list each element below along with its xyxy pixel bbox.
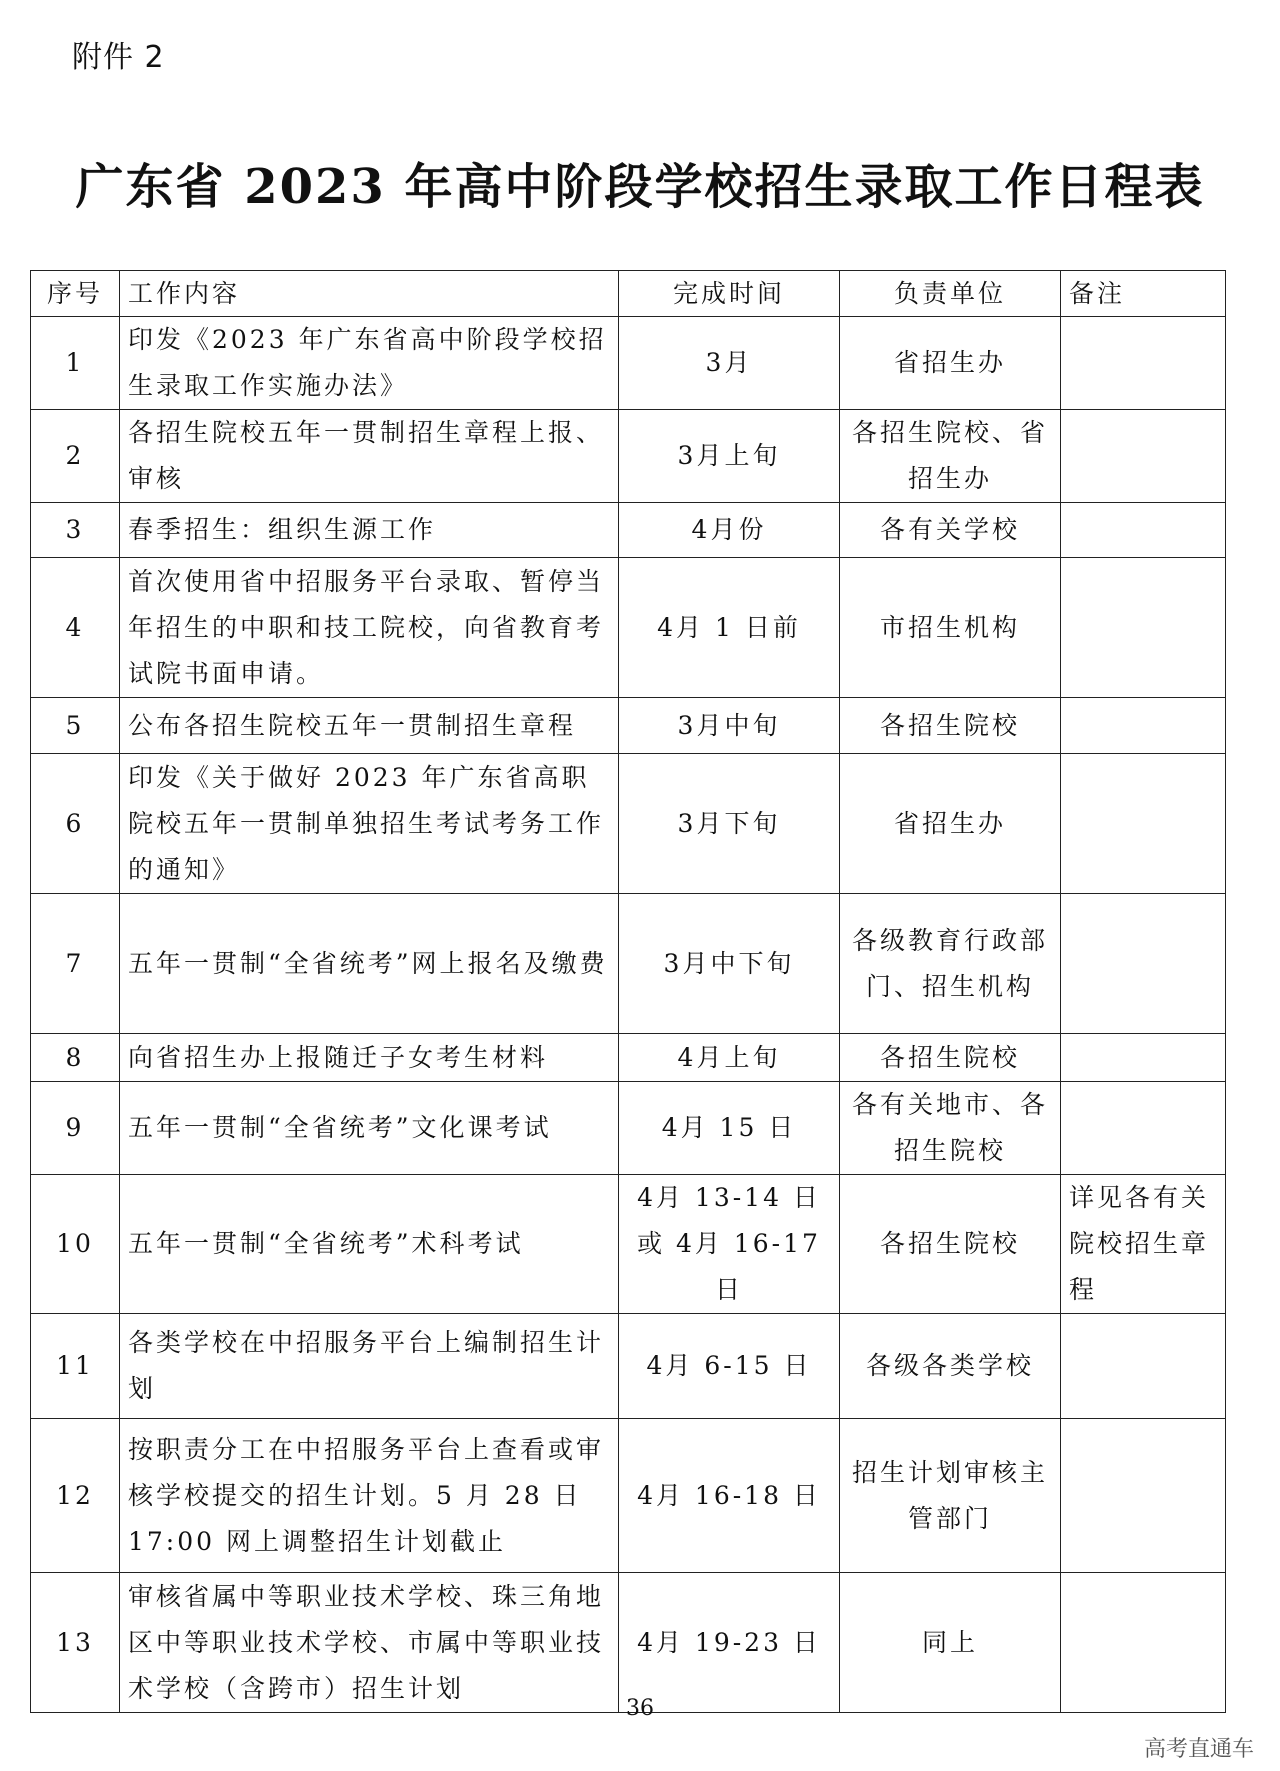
watermark: 高考直通车 [1143, 1737, 1254, 1762]
cell-no: 7 [31, 894, 120, 1034]
cell-note [1061, 317, 1226, 410]
cell-no: 11 [31, 1314, 120, 1419]
cell-time: 3月中旬 [619, 698, 840, 754]
cell-no: 4 [31, 558, 120, 698]
cell-content: 首次使用省中招服务平台录取、暂停当年招生的中职和技工院校，向省教育考试院书面申请。 [120, 558, 619, 698]
cell-content: 按职责分工在中招服务平台上查看或审核学校提交的招生计划。5 月 28 日 17:00 网上调整招生计划截止 [120, 1419, 619, 1573]
cell-note [1061, 894, 1226, 1034]
schedule-table [30, 270, 1226, 1713]
table-row [31, 698, 1226, 754]
cell-time: 4月 6-15 日 [619, 1314, 840, 1419]
cell-content: 向省招生办上报随迁子女考生材料 [120, 1034, 619, 1082]
table-row [31, 410, 1226, 503]
cell-no: 2 [31, 410, 120, 503]
cell-time: 4月 1 日前 [619, 558, 840, 698]
cell-unit: 各招生院校 [840, 1175, 1061, 1314]
cell-time: 4月 13-14 日或 4月 16-17 日 [619, 1175, 840, 1314]
cell-content: 印发《关于做好 2023 年广东省高职院校五年一贯制单独招生考试考务工作的通知》 [120, 754, 619, 894]
cell-unit: 招生计划审核主管部门 [840, 1419, 1061, 1573]
cell-time: 3月上旬 [619, 410, 840, 503]
table-row [31, 1175, 1226, 1314]
table-header-row [31, 271, 1226, 317]
cell-unit: 各招生院校 [840, 698, 1061, 754]
cell-time: 4月 16-18 日 [619, 1419, 840, 1573]
cell-no: 9 [31, 1082, 120, 1175]
table-row [31, 558, 1226, 698]
cell-content: 春季招生：组织生源工作 [120, 503, 619, 558]
table-row [31, 1419, 1226, 1573]
cell-no: 3 [31, 503, 120, 558]
cell-note [1061, 1573, 1226, 1713]
table-row [31, 1314, 1226, 1419]
cell-no: 13 [31, 1573, 120, 1713]
cell-content: 五年一贯制“全省统考”文化课考试 [120, 1082, 619, 1175]
header-note: 备注 [1061, 271, 1226, 317]
cell-note [1061, 754, 1226, 894]
cell-unit: 省招生办 [840, 317, 1061, 410]
cell-content: 审核省属中等职业技术学校、珠三角地区中等职业技术学校、市属中等职业技术学校（含跨市）招生计划 [120, 1573, 619, 1713]
cell-time: 3月 [619, 317, 840, 410]
attachment-label: 附件 2 [72, 40, 165, 75]
cell-unit: 省招生办 [840, 754, 1061, 894]
header-time: 完成时间 [619, 271, 840, 317]
cell-note [1061, 558, 1226, 698]
cell-content: 五年一贯制“全省统考”网上报名及缴费 [120, 894, 619, 1034]
cell-unit: 各级教育行政部门、招生机构 [840, 894, 1061, 1034]
table-row [31, 894, 1226, 1034]
cell-note: 详见各有关院校招生章程 [1061, 1175, 1226, 1314]
cell-no: 10 [31, 1175, 120, 1314]
table-row [31, 503, 1226, 558]
cell-content: 五年一贯制“全省统考”术科考试 [120, 1175, 619, 1314]
page-number: 36 [626, 1696, 654, 1721]
cell-time: 3月中下旬 [619, 894, 840, 1034]
header-content: 工作内容 [120, 271, 619, 317]
page-title: 广东省 2023 年高中阶段学校招生录取工作日程表 [75, 159, 1205, 215]
cell-note [1061, 410, 1226, 503]
cell-time: 4月上旬 [619, 1034, 840, 1082]
cell-no: 1 [31, 317, 120, 410]
table-row [31, 1034, 1226, 1082]
cell-note [1061, 698, 1226, 754]
table-row [31, 317, 1226, 410]
cell-unit: 各招生院校、省招生办 [840, 410, 1061, 503]
table-row [31, 1573, 1226, 1713]
cell-time: 4月 15 日 [619, 1082, 840, 1175]
cell-note [1061, 1034, 1226, 1082]
table-row [31, 1082, 1226, 1175]
cell-time: 3月下旬 [619, 754, 840, 894]
header-unit: 负责单位 [840, 271, 1061, 317]
cell-no: 12 [31, 1419, 120, 1573]
cell-content: 印发《2023 年广东省高中阶段学校招生录取工作实施办法》 [120, 317, 619, 410]
cell-unit: 市招生机构 [840, 558, 1061, 698]
cell-no: 6 [31, 754, 120, 894]
cell-no: 5 [31, 698, 120, 754]
cell-content: 各招生院校五年一贯制招生章程上报、审核 [120, 410, 619, 503]
cell-note [1061, 1082, 1226, 1175]
table-row [31, 754, 1226, 894]
cell-content: 各类学校在中招服务平台上编制招生计划 [120, 1314, 619, 1419]
cell-unit: 各有关学校 [840, 503, 1061, 558]
cell-unit: 同上 [840, 1573, 1061, 1713]
cell-unit: 各级各类学校 [840, 1314, 1061, 1419]
cell-time: 4月份 [619, 503, 840, 558]
cell-note [1061, 1314, 1226, 1419]
cell-no: 8 [31, 1034, 120, 1082]
cell-unit: 各有关地市、各招生院校 [840, 1082, 1061, 1175]
cell-unit: 各招生院校 [840, 1034, 1061, 1082]
cell-content: 公布各招生院校五年一贯制招生章程 [120, 698, 619, 754]
cell-time: 4月 19-23 日 [619, 1573, 840, 1713]
cell-note [1061, 503, 1226, 558]
header-no: 序号 [31, 271, 120, 317]
cell-note [1061, 1419, 1226, 1573]
